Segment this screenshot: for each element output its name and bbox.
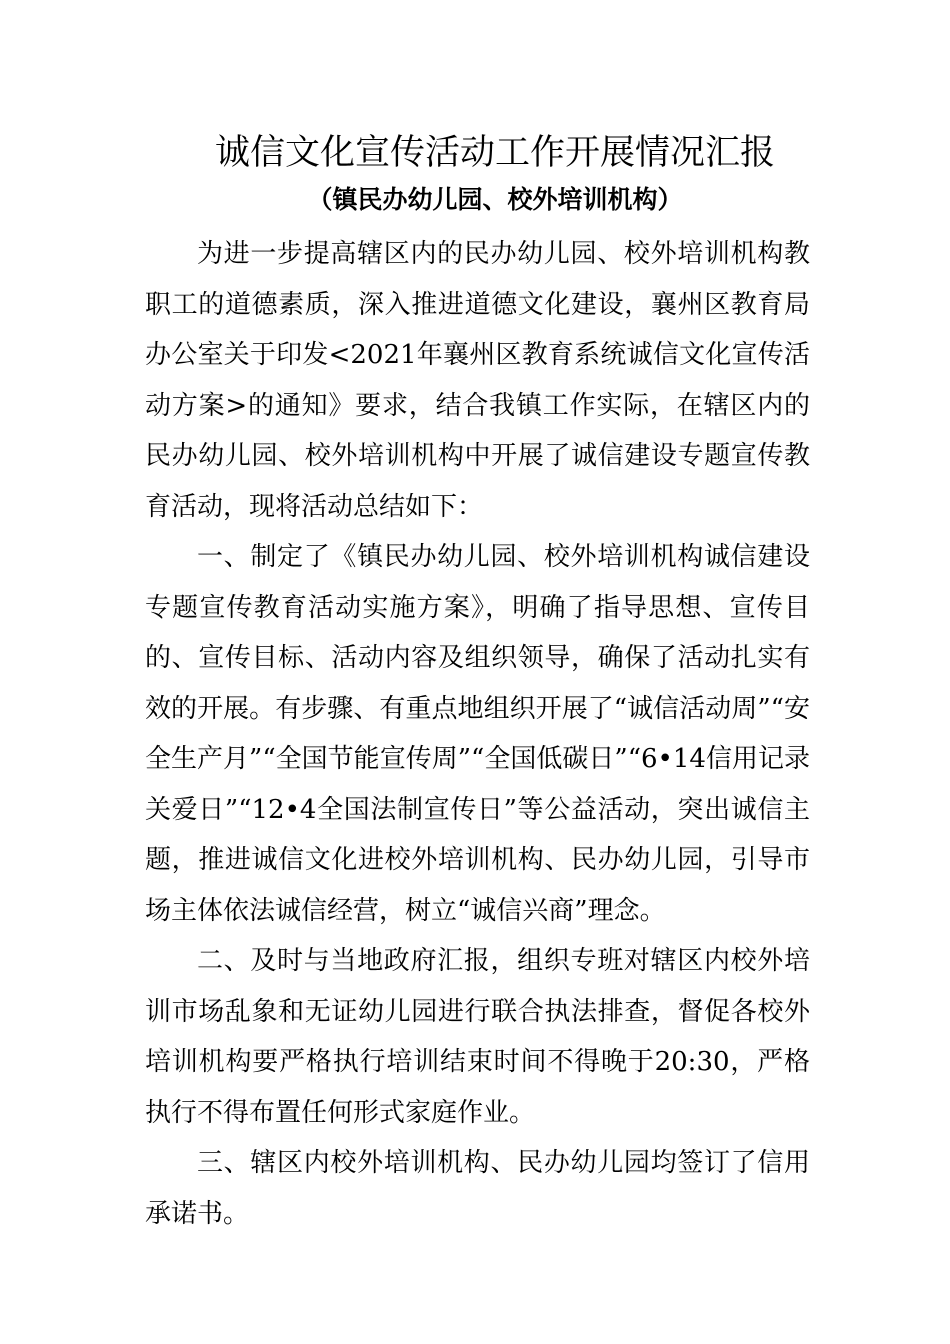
paragraph-item-2: 二、及时与当地政府汇报，组织专班对辖区内校外培训市场乱象和无证幼儿园进行联合执法排查，督促各校外培训机构要严格执行培训结束时间不得晚于20:30，严格执行不得布置任何形式家庭作业。 <box>145 946 810 1128</box>
paragraph-item-3: 三、辖区内校外培训机构、民办幼儿园均签订了信用承诺书。 <box>145 1148 810 1229</box>
document-body <box>145 229 810 1239</box>
document-subtitle: （镇民办幼儿园、校外培训机构） <box>307 185 683 214</box>
document-title: 诚信文化宣传活动工作开展情况汇报 <box>214 133 775 173</box>
paragraph-item-1: 一、制定了《镇民办幼儿园、校外培训机构诚信建设专题宣传教育活动实施方案》，明确了指导思想、宣传目的、宣传目标、活动内容及组织领导，确保了活动扎实有效的开展。有步骤、有重点地组织开展了“诚信活动周”“安全生产月”“全国节能宣传周”“全国低碳日”“6•14信用记录关爱日”“12•4全国法制宣传日”等公益活动，突出诚信主题，推进诚信文化进校外培训机构、民办幼儿园，引导市场主体依法诚信经营，树立“诚信兴商”理念。 <box>145 542 810 926</box>
paragraph-intro: 为进一步提高辖区内的民办幼儿园、校外培训机构教职工的道德素质，深入推进道德文化建设，襄州区教育局办公室关于印发<2021年襄州区教育系统诚信文化宣传活动方案>的通知》要求，结合我镇工作实际，在辖区内的民办幼儿园、校外培训机构中开展了诚信建设专题宣传教育活动，现将活动总结如下： <box>145 239 810 522</box>
